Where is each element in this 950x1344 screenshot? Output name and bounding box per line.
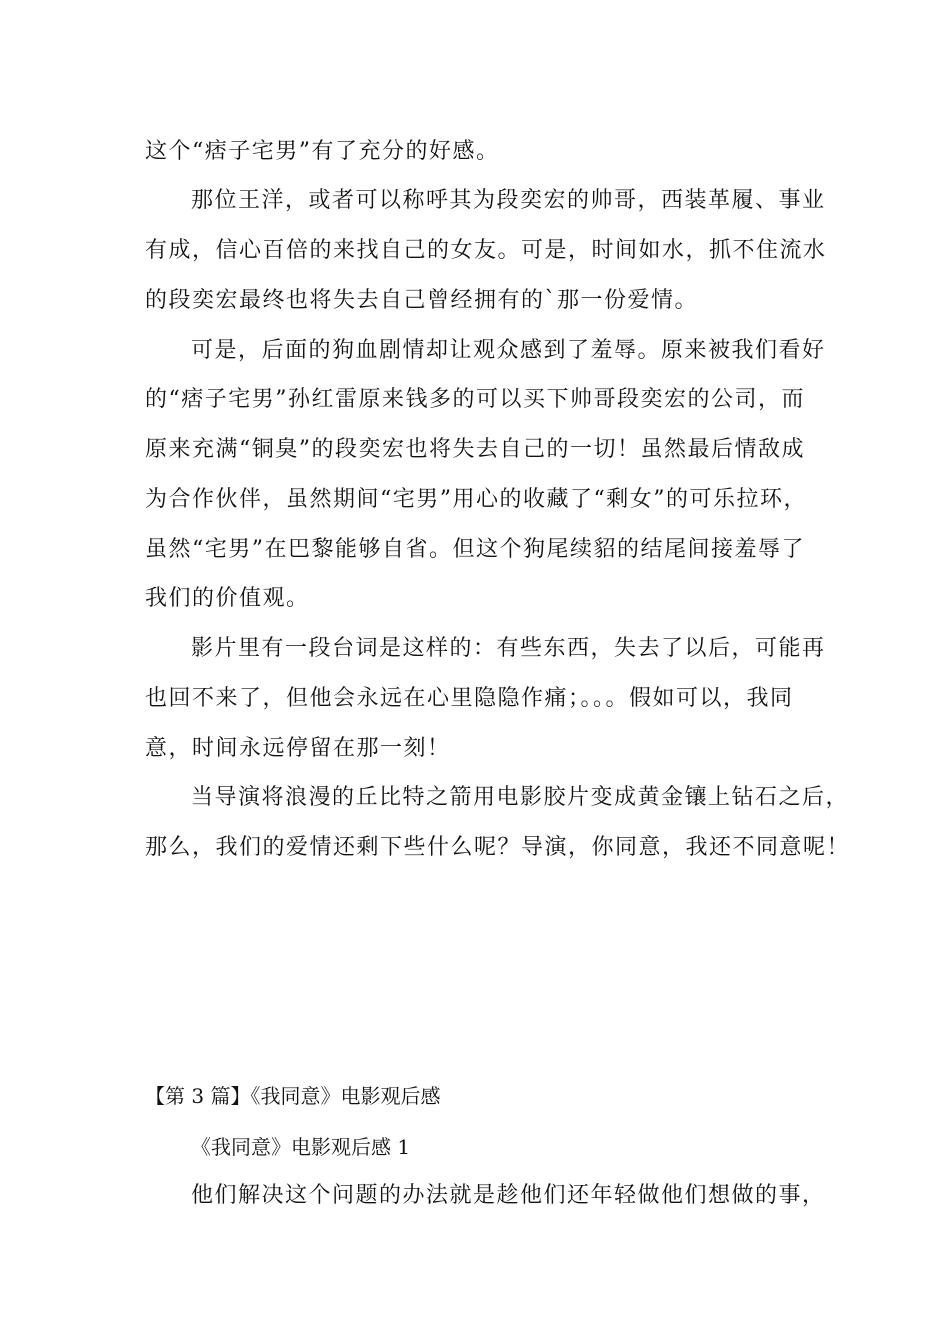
paragraph-line: 那位王洋，或者可以称呼其为段奕宏的帅哥，西装革履、事业 [191,188,826,213]
paragraph-line: 我们的价值观。 [145,586,310,611]
paragraph-line: 这个“痞子宅男”有了充分的好感。 [145,139,500,164]
section-heading: 【第 3 篇】《我同意》电影观后感 [145,1084,441,1108]
paragraph-line: 原来充满“铜臭”的段奕宏也将失去自己的一切！虽然最后情敌成 [145,437,805,462]
paragraph-line: 的段奕宏最终也将失去自己曾经拥有的`那一份爱情。 [145,288,699,313]
paragraph-line: 可是，后面的狗血剧情却让观众感到了羞辱。原来被我们看好 [191,338,826,363]
paragraph-line: 那么，我们的爱情还剩下些什么呢？导演，你同意，我还不同意呢！ [145,835,851,860]
paragraph-line: 为合作伙伴，虽然期间“宅男”用心的收藏了“剩女”的可乐拉环， [145,487,807,512]
paragraph-line: 有成，信心百倍的来找自己的女友。可是，时间如水，抓不住流水 [145,238,827,263]
paragraph-line: 也回不来了，但他会永远在心里隐隐作痛；。。。假如可以，我同 [145,686,794,711]
paragraph-line: 当导演将浪漫的丘比特之箭用电影胶片变成黄金镶上钻石之后， [191,785,850,810]
paragraph-line: 的“痞子宅男”孙红雷原来钱多的可以买下帅哥段奕宏的公司，而 [145,387,805,412]
paragraph-line: 意，时间永远停留在那一刻！ [145,736,451,761]
paragraph-line: 他们解决这个问题的办法就是趁他们还年轻做他们想做的事， [191,1183,826,1208]
section-subheading: 《我同意》电影观后感 1 [191,1135,411,1159]
paragraph-line: 影片里有一段台词是这样的：有些东西，失去了以后，可能再 [191,636,826,661]
paragraph-line: 虽然“宅男”在巴黎能够自省。但这个狗尾续貂的结尾间接羞辱了 [145,537,805,562]
